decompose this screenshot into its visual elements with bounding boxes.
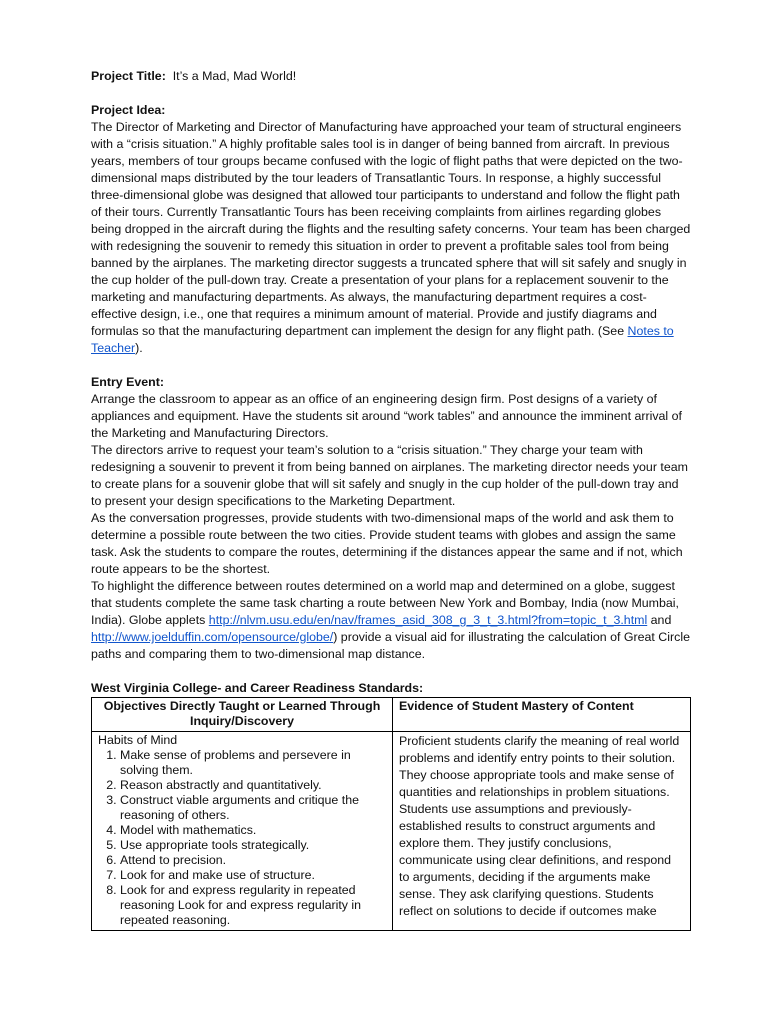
entry-p4-end: ) provide a visual aid for illustrating the calculation of Great Circle paths and comparing them to two-dimensional map distance. — [91, 630, 690, 661]
project-title-line — [91, 68, 691, 85]
habit-item: 7. Look for and make use of structure. — [120, 868, 386, 883]
entry-p4-mid: and — [647, 613, 672, 627]
entry-event-heading-text: Entry Event: — [91, 375, 164, 389]
standards-table — [91, 697, 691, 931]
habits-list — [98, 748, 386, 928]
evidence-cell: Proficient students clarify the meaning of real world problems and identify entry points to their solution. They choose appropriate tools and make sense of quantities and relationships in problem situations. Students use assumptions and previously-established results to construct arguments and explore them. They justify conclusions, communicate using clear definitions, and respond to arguments, deciding if the arguments make sense. They ask clarifying questions. Students reflect on solutions to decide if outcomes make — [393, 732, 691, 931]
project-idea-paragraph — [91, 119, 691, 357]
habit-item: 8. Look for and express regularity in repeated reasoning Look for and express regularity in repeated reasoning. — [120, 883, 386, 928]
entry-paragraph-3: As the conversation progresses, provide students with two-dimensional maps of the world and ask them to determine a possible route between the two cities. Provide student teams with globes and assign the same task. Ask the students to compare the routes, determining if the distances appear the same and if not, which route appears to be the shortest. — [91, 511, 683, 576]
project-idea-heading-text: Project Idea: — [91, 103, 166, 117]
standards-table-row — [92, 732, 691, 931]
project-title-value: It’s a Mad, Mad World! — [172, 69, 297, 83]
habits-of-mind-label: Habits of Mind — [98, 733, 178, 747]
project-idea-text: The Director of Marketing and Director of Manufacturing have approached your team of structural engineers with a “crisis situation.” A highly profitable sales tool is in danger of being banned from aircraft. In previous years, members of tour groups became confused with the logic of flight paths that were depicted on the two-dimensional maps distributed by the tour leaders of Transatlantic Tours. In response, a highly successful three-dimensional globe was designed that allowed tour participants to understand and follow the flight path of their tours. Currently Transatlantic Tours has been receiving complaints from airlines regarding globes being dropped in the aircraft during the flights and the resulting safety concerns. Your team has been charged with redesigning the souvenir to remedy this situation in order to prevent a profitable sales tool from being banned by the airplanes. The marketing director suggests a truncated sphere that will sit safely and snugly in the cup holder of the pull-down tray. Create a presentation of your plans for a replacement souvenir to the marketing and manufacturing departments. As always, the manufacturing department requires a cost-effective design, i.e., one that requires a minimum amount of material. Provide and justify diagrams and formulas so that the manufacturing department can implement the design for any flight path. (See — [91, 120, 691, 338]
entry-event-heading — [91, 374, 691, 391]
entry-paragraph-4 — [91, 578, 691, 663]
nlvm-globe-link[interactable]: http://nlvm.usu.edu/en/nav/frames_asid_308_g_3_t_3.html?from=topic_t_3.html — [208, 613, 648, 627]
habit-item: 5. Use appropriate tools strategically. — [120, 838, 386, 853]
standards-heading-text: West Virginia College- and Career Readiness Standards: — [91, 681, 424, 695]
habit-item: 1. Make sense of problems and persevere in solving them. — [120, 748, 386, 778]
objectives-cell — [92, 732, 393, 931]
entry-paragraph-1: Arrange the classroom to appear as an office of an engineering design firm. Post designs of a variety of appliances and equipment. Have the students sit around “work tables” and announce the imminent arrival of the Marketing and Manufacturing Directors. — [91, 392, 682, 440]
standards-table-header-row — [92, 698, 691, 732]
entry-p4-start: To highlight the difference between routes determined on a world map and determined on a globe, suggest that students complete the same task charting a route between New York and Bombay, India (now Mumbai, India). Globe applets — [91, 579, 679, 627]
habit-item: 3. Construct viable arguments and critique the reasoning of others. — [120, 793, 386, 823]
entry-paragraph-2: The directors arrive to request your team’s solution to a “crisis situation.” They charge your team with redesigning a souvenir to prevent it from being banned on airplanes. The marketing director needs your team to create plans for a souvenir globe that will sit safely and snugly in the cup holder of the pull-down tray and to present your design specifications to the Marketing Department. — [91, 443, 688, 508]
habit-item: 4. Model with mathematics. — [120, 823, 386, 838]
evidence-column-header: Evidence of Student Mastery of Content — [393, 698, 691, 732]
standards-heading — [91, 680, 691, 697]
project-idea-heading — [91, 102, 691, 119]
habit-item: 6. Attend to precision. — [120, 853, 386, 868]
document-page — [91, 68, 691, 931]
project-title-label: Project Title: — [91, 69, 166, 83]
joelduffin-globe-link[interactable]: http://www.joelduffin.com/opensource/globe/ — [91, 630, 334, 644]
notes-to-teacher-link[interactable]: Notes to Teacher — [91, 324, 674, 355]
objectives-column-header: Objectives Directly Taught or Learned Through Inquiry/Discovery — [92, 698, 393, 732]
habit-item: 2. Reason abstractly and quantitatively. — [120, 778, 386, 793]
project-idea-end: ). — [135, 341, 143, 355]
